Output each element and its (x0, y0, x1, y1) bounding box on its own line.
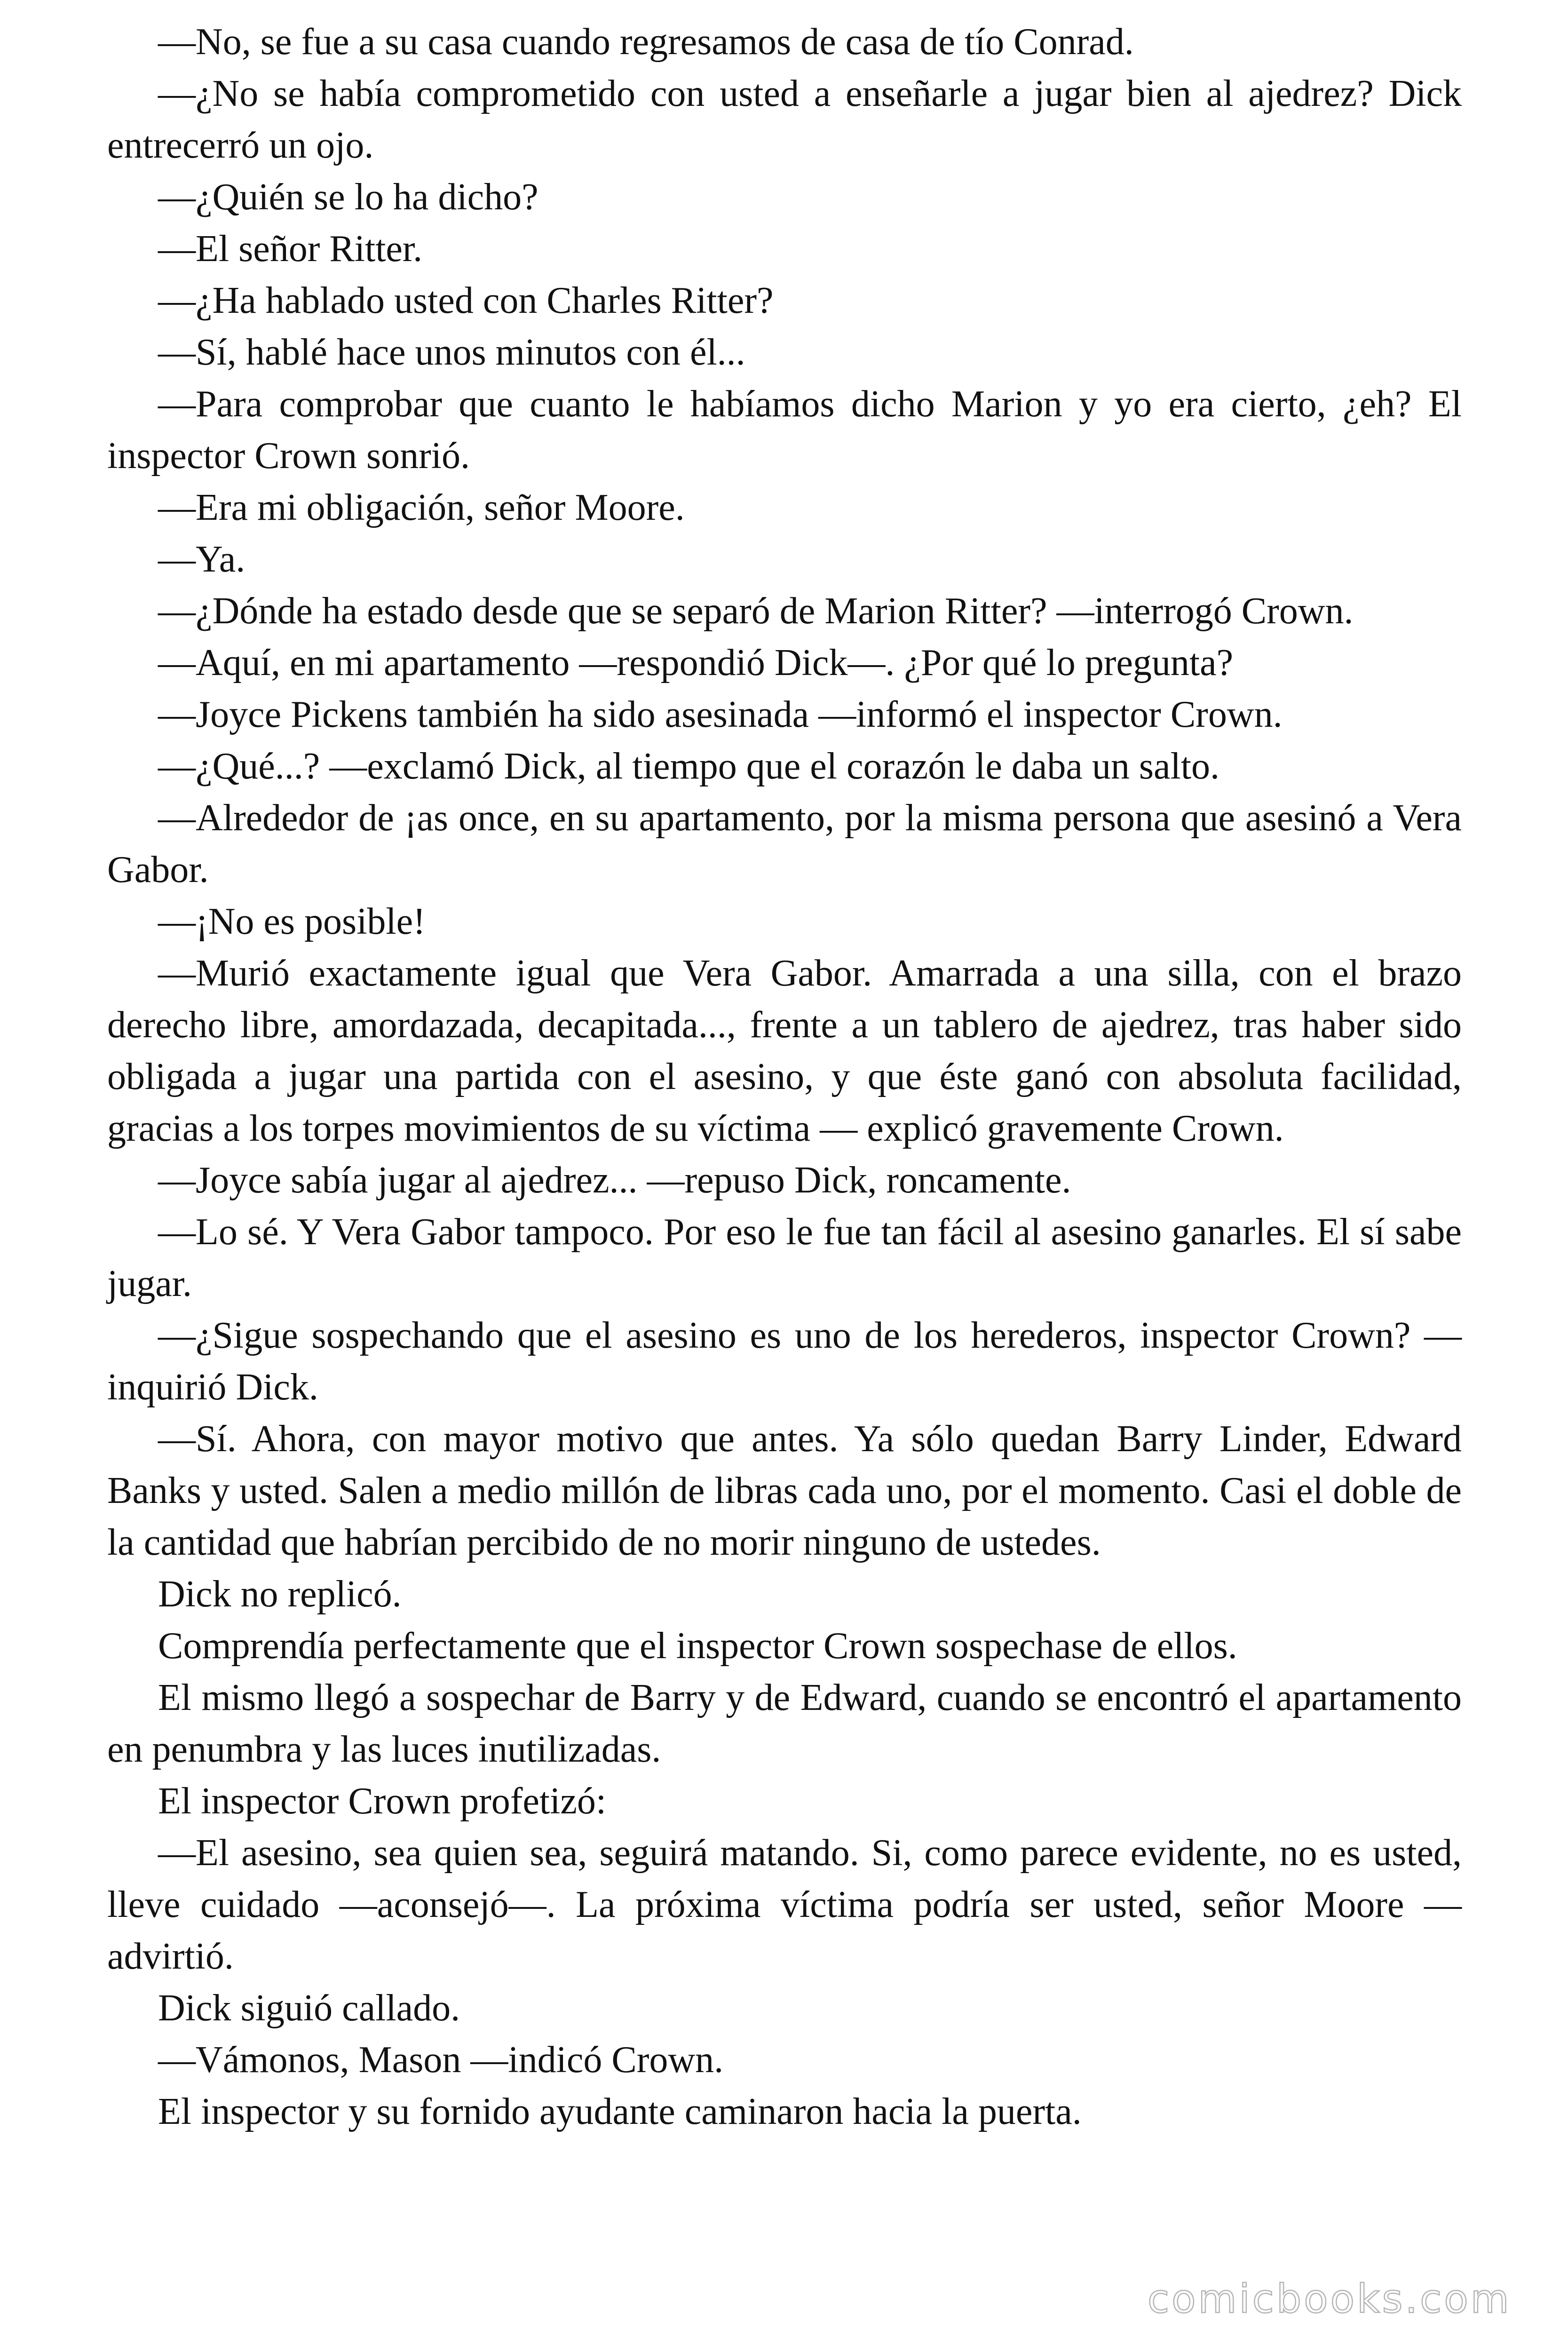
paragraph: El inspector Crown profetizó: (158, 1780, 607, 1822)
paragraph: —El señor Ritter. (158, 228, 423, 270)
paragraph: —Sí, hablé hace unos minutos con él... (158, 332, 745, 373)
paragraph: El inspector y su fornido ayudante caminaron hacia la puerta. (158, 2091, 1082, 2132)
paragraph: —Joyce Pickens también ha sido asesinada —informó el inspector Crown. (158, 694, 1283, 735)
paragraph: —Ya. (158, 539, 245, 580)
paragraph: —¿Sigue sospechando que el asesino es uno de los herederos, inspector Crown? — inquirió Dick. (107, 1315, 1462, 1408)
paragraph: —El asesino, sea quien sea, seguirá matando. Si, como parece evidente, no es usted, lleve cuidado —aconsejó—. La próxima víctima podría ser usted, señor Moore — advirtió. (107, 1832, 1462, 1977)
paragraph: —Para comprobar que cuanto le habíamos dicho Marion y yo era cierto, ¿eh? El inspector Crown sonrió. (107, 383, 1462, 477)
paragraph: Dick siguió callado. (158, 1987, 460, 2029)
paragraph: —Era mi obligación, señor Moore. (158, 487, 685, 528)
paragraph: —Alrededor de ¡as once, en su apartamento, por la misma persona que asesinó a Vera Gabor. (107, 797, 1462, 890)
paragraph: —¿Qué...? —exclamó Dick, al tiempo que el corazón le daba un salto. (158, 746, 1220, 787)
paragraph: —Lo sé. Y Vera Gabor tampoco. Por eso le fue tan fácil al asesino ganarles. El sí sabe jugar. (107, 1211, 1462, 1304)
paragraph: —¿Quién se lo ha dicho? (158, 176, 539, 218)
paragraph: —Aquí, en mi apartamento —respondió Dick—. ¿Por qué lo pregunta? (158, 642, 1234, 683)
paragraph: —No, se fue a su casa cuando regresamos de casa de tío Conrad. (158, 21, 1134, 63)
paragraph: —Vámonos, Mason —indicó Crown. (158, 2039, 724, 2081)
paragraph: Comprendía perfectamente que el inspector Crown sospechase de ellos. (158, 1625, 1237, 1667)
paragraph: —¡No es posible! (158, 901, 426, 942)
paragraph: Dick no replicó. (158, 1573, 402, 1615)
paragraph: El mismo llegó a sospechar de Barry y de Edward, cuando se encontró el apartamento en penumbra y las luces inutilizadas. (107, 1677, 1462, 1770)
paragraph: —Murió exactamente igual que Vera Gabor. Amarrada a una silla, con el brazo derecho libre, amordazada, decapitada..., frente a un tablero de ajedrez, tras haber sido obligada a jugar una partida con el asesino, y que éste ganó con absoluta facilidad, gracias a los torpes movimientos de su víctima — explicó gravemente Crown. (107, 953, 1462, 1149)
paragraph: —Sí. Ahora, con mayor motivo que antes. Ya sólo quedan Barry Linder, Edward Banks y usted. Salen a medio millón de libras cada uno, por el momento. Casi el doble de la cantidad que habrían percibido de no morir ninguno de ustedes. (107, 1418, 1462, 1563)
paragraph: —Joyce sabía jugar al ajedrez... —repuso Dick, roncamente. (158, 1160, 1071, 1201)
book-page (107, 16, 1462, 2137)
paragraph: —¿Dónde ha estado desde que se separó de Marion Ritter? —interrogó Crown. (158, 590, 1354, 632)
watermark: comicbooks.com (1148, 2276, 1512, 2322)
paragraph: —¿No se había comprometido con usted a enseñarle a jugar bien al ajedrez? Dick entrecerró un ojo. (107, 73, 1462, 166)
paragraph: —¿Ha hablado usted con Charles Ritter? (158, 280, 774, 321)
